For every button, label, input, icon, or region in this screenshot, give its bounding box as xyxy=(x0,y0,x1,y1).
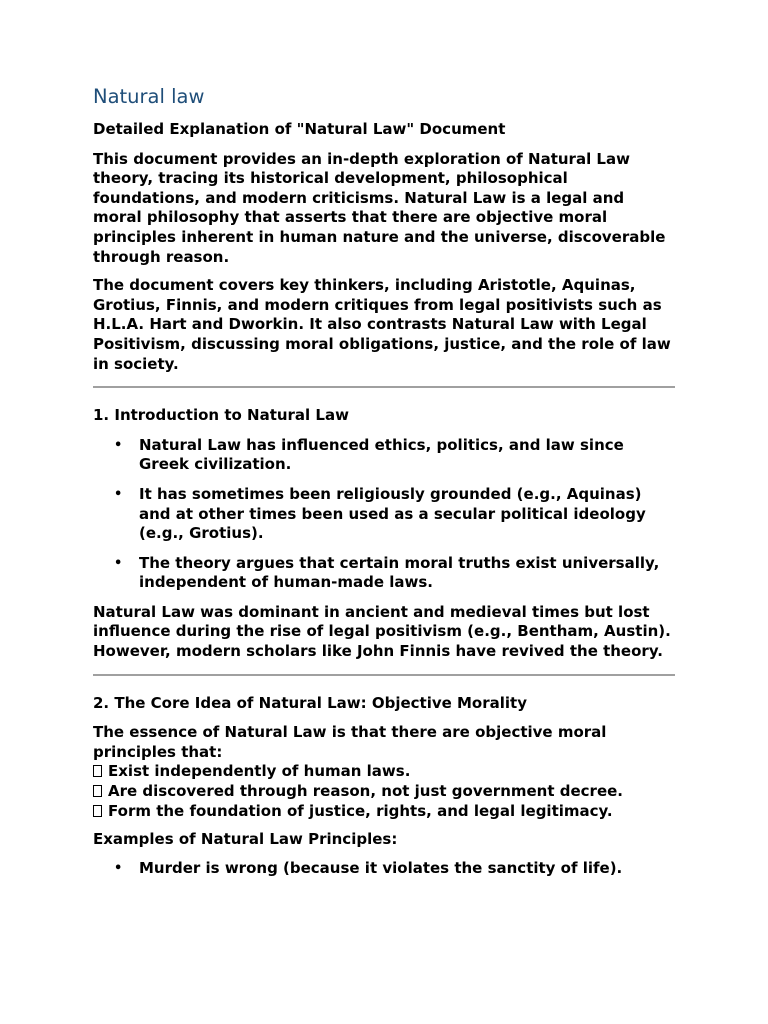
checkbox-glyph-icon xyxy=(93,805,102,817)
intro-paragraph-1: This document provides an in-depth exploration of Natural Law theory, tracing its historical development, philosophical foundations, and modern criticisms. Natural Law is a legal and moral philosophy that asserts that there are objective moral principles inherent in human nature and the universe, discoverable through reason. xyxy=(93,149,666,266)
section-2-heading: 2. The Core Idea of Natural Law: Objective Morality xyxy=(93,693,527,712)
checklist-item xyxy=(93,802,675,822)
bullet-icon: • xyxy=(114,555,123,571)
section-1-heading: 1. Introduction to Natural Law xyxy=(93,406,349,425)
examples-bullet-list xyxy=(93,859,675,879)
checkbox-glyph-icon xyxy=(93,785,102,797)
section-divider xyxy=(93,674,675,676)
section-divider xyxy=(93,386,675,388)
document-subtitle: Detailed Explanation of "Natural Law" Document xyxy=(93,120,506,138)
list-item-text: It has sometimes been religiously grounded (e.g., Aquinas) and at other times been used as a secular political ideology (e.g., Grotius). xyxy=(139,484,646,543)
checklist-item-text: Exist independently of human laws. xyxy=(108,762,411,781)
bullet-icon: • xyxy=(114,437,123,453)
section-2-body xyxy=(93,723,675,821)
section-2-lead-in: The essence of Natural Law is that there are objective moral principles that: xyxy=(93,723,607,761)
list-item xyxy=(114,435,675,475)
list-item xyxy=(114,553,675,593)
list-item xyxy=(114,484,675,544)
section-1-closing-paragraph: Natural Law was dominant in ancient and medieval times but lost influence during the rise of legal positivism (e.g., Bentham, Austin). However, modern scholars like John Finnis have revived the theory. xyxy=(93,602,671,661)
checkbox-glyph-icon xyxy=(93,765,102,777)
bullet-icon: • xyxy=(114,486,123,502)
checklist-item-text: Form the foundation of justice, rights, and legal legitimacy. xyxy=(108,801,613,820)
intro-paragraph-2: The document covers key thinkers, including Aristotle, Aquinas, Grotius, Finnis, and modern critiques from legal positivists such as H.L.A. Hart and Dworkin. It also contrasts Natural Law with Legal Positivism, discussing moral obligations, justice, and the role of law in society. xyxy=(93,276,671,373)
checklist-item xyxy=(93,762,675,782)
list-item-text: The theory argues that certain moral truths exist universally, independent of human-made laws. xyxy=(139,553,660,592)
checklist-item xyxy=(93,782,675,802)
document-title: Natural law xyxy=(93,85,205,108)
bullet-icon: • xyxy=(114,860,123,876)
list-item xyxy=(114,858,675,879)
checklist-item-text: Are discovered through reason, not just government decree. xyxy=(108,782,623,801)
list-item-text: Murder is wrong (because it violates the sanctity of life). xyxy=(139,858,623,877)
section-1-bullet-list xyxy=(93,436,675,593)
examples-heading: Examples of Natural Law Principles: xyxy=(93,830,398,849)
list-item-text: Natural Law has influenced ethics, politics, and law since Greek civilization. xyxy=(139,435,624,474)
